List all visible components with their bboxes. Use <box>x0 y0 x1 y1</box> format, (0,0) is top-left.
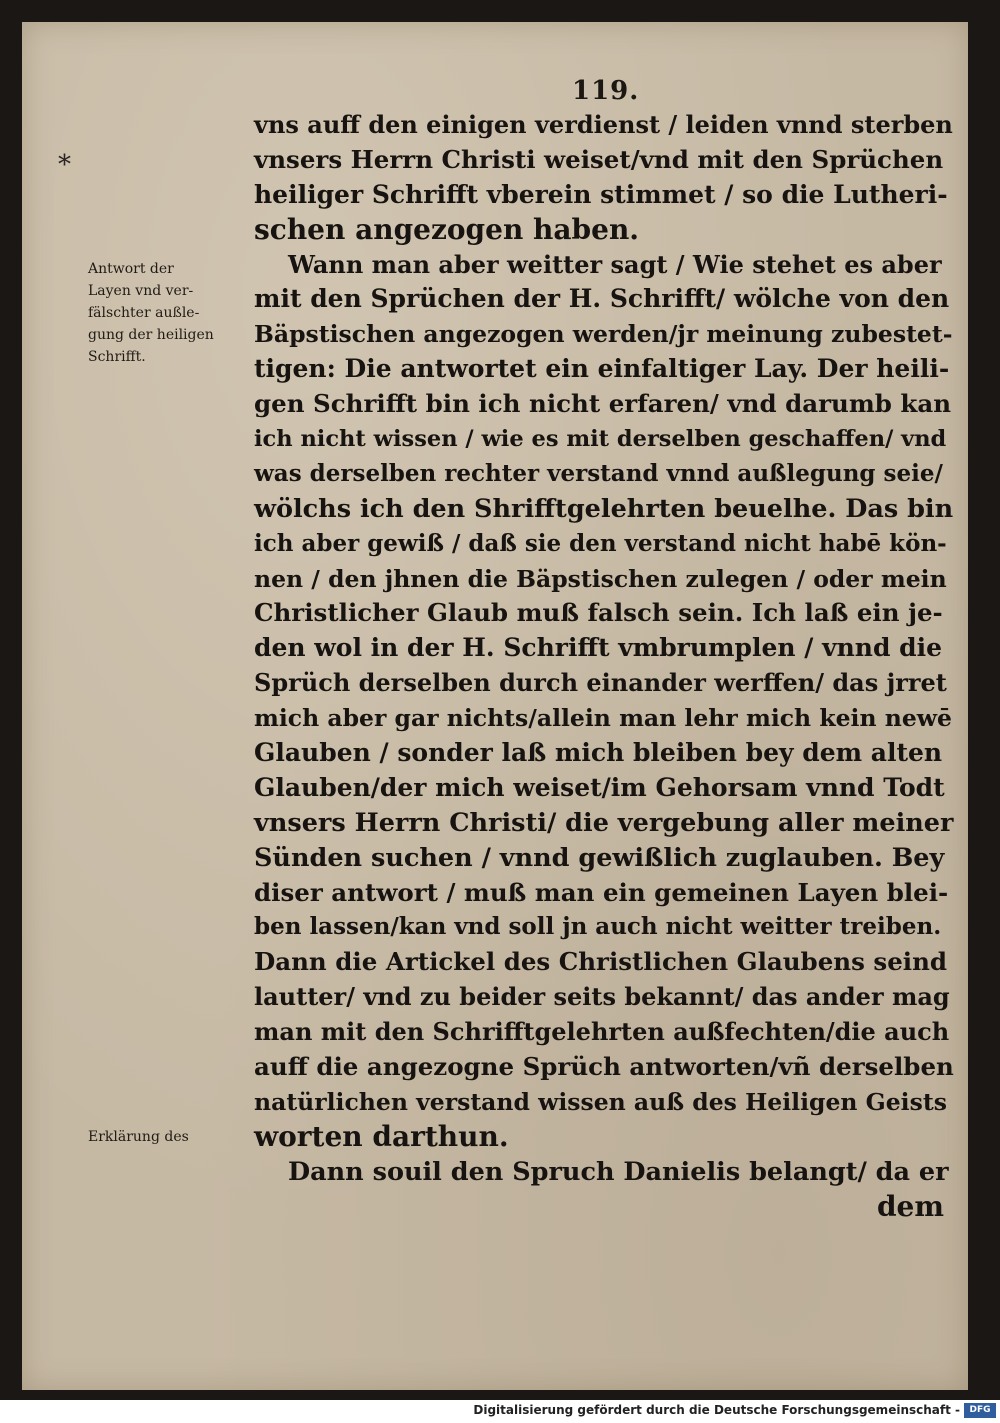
text-line: Dann souil den Spruch Danielis belangt/ da er <box>288 1156 949 1187</box>
text-line: Christlicher Glaub muß falsch sein. Ich laß ein je- <box>254 598 943 628</box>
text-line: vnsers Herrn Christi weiset/vnd mit den Sprüchen <box>254 144 944 174</box>
text-line: vns auff den einigen verdienst / leiden vnnd sterben <box>254 110 953 139</box>
text-line: auff die angezogne Sprüch antworten/vñ derselben <box>254 1052 954 1082</box>
margin-note-line: Erklärung des <box>88 1129 189 1145</box>
text-line: man mit den Schrifftgelehrten außfechten/die auch <box>254 1017 950 1047</box>
text-line: schen angezogen haben. <box>254 212 640 246</box>
text-line: Glauben / sonder laß mich bleiben bey dem alten <box>254 738 943 768</box>
text-line: Glauben/der mich weiset/im Gehorsam vnnd Todt <box>254 772 945 802</box>
text-line: heiliger Schrifft vberein stimmet / so die Lutheri- <box>254 179 948 209</box>
text-line: ich aber gewiß / daß sie den verstand nicht habē kön- <box>254 529 947 557</box>
margin-note-line: gung der heiligen <box>88 327 214 343</box>
page-number: 119. <box>572 76 640 106</box>
footer-bar <box>0 1400 1000 1423</box>
text-line: ben lassen/kan vnd soll jn auch nicht weitter treiben. <box>254 913 942 941</box>
text-line: Bäpstischen angezogen werden/jr meinung zubestet- <box>254 320 953 349</box>
text-line: Sprüch derselben durch einander werffen/ das jrret <box>254 668 947 698</box>
text-line: ich nicht wissen / wie es mit derselben geschaffen/ vnd <box>254 426 947 453</box>
text-line: Sünden suchen / vnnd gewißlich zuglauben. Bey <box>254 842 945 873</box>
text-line: diser antwort / muß man ein gemeinen Layen blei- <box>254 877 949 907</box>
text-line: worten darthun. <box>254 1119 509 1153</box>
funding-credit: Digitalisierung gefördert durch die Deutsche Forschungsgemeinschaft - <box>473 1403 960 1417</box>
main-text-block <box>254 108 954 1225</box>
text-line: lautter/ vnd zu beider seits bekannt/ das ander mag <box>254 982 950 1012</box>
text-line: vnsers Herrn Christi/ die vergebung aller meiner <box>254 807 954 838</box>
text-line: natürlichen verstand wissen auß des Heiligen Geists <box>254 1087 947 1116</box>
text-line: Dann die Artickel des Christlichen Glaubens seind <box>254 947 948 977</box>
margin-note-line: fälschter außle- <box>88 305 200 321</box>
margin-note-line: Schrifft. <box>88 349 146 365</box>
margin-note-erklaerung <box>88 1126 248 1148</box>
text-line: wölchs ich den Shrifftgelehrten beuelhe. Das bin <box>254 493 954 524</box>
text-line: was derselben rechter verstand vnnd außlegung seie/ <box>254 459 943 487</box>
text-line: den wol in der H. Schrifft vmbrumplen / vnnd die <box>254 633 943 663</box>
text-line: Wann man aber weitter sagt / Wie stehet es aber <box>288 249 942 279</box>
margin-note-line: Antwort der <box>88 261 174 277</box>
text-line: gen Schrifft bin ich nicht erfaren/ vnd darumb kan <box>254 389 952 419</box>
text-line: mit den Sprüchen der H. Schrifft/ wölche von den <box>254 284 950 314</box>
text-line: tigen: Die antwortet ein einfaltiger Lay. Der heili- <box>254 354 950 384</box>
margin-asterisk: * <box>58 150 71 180</box>
margin-note-antwort <box>88 258 248 368</box>
catchword: dem <box>876 1189 944 1223</box>
dfg-logo: DFG <box>964 1403 996 1418</box>
text-line: nen / den jhnen die Bäpstischen zulegen / oder mein <box>254 564 947 593</box>
text-line: mich aber gar nichts/allein man lehr mich kein newē <box>254 704 952 733</box>
margin-note-line: Layen vnd ver- <box>88 283 194 299</box>
